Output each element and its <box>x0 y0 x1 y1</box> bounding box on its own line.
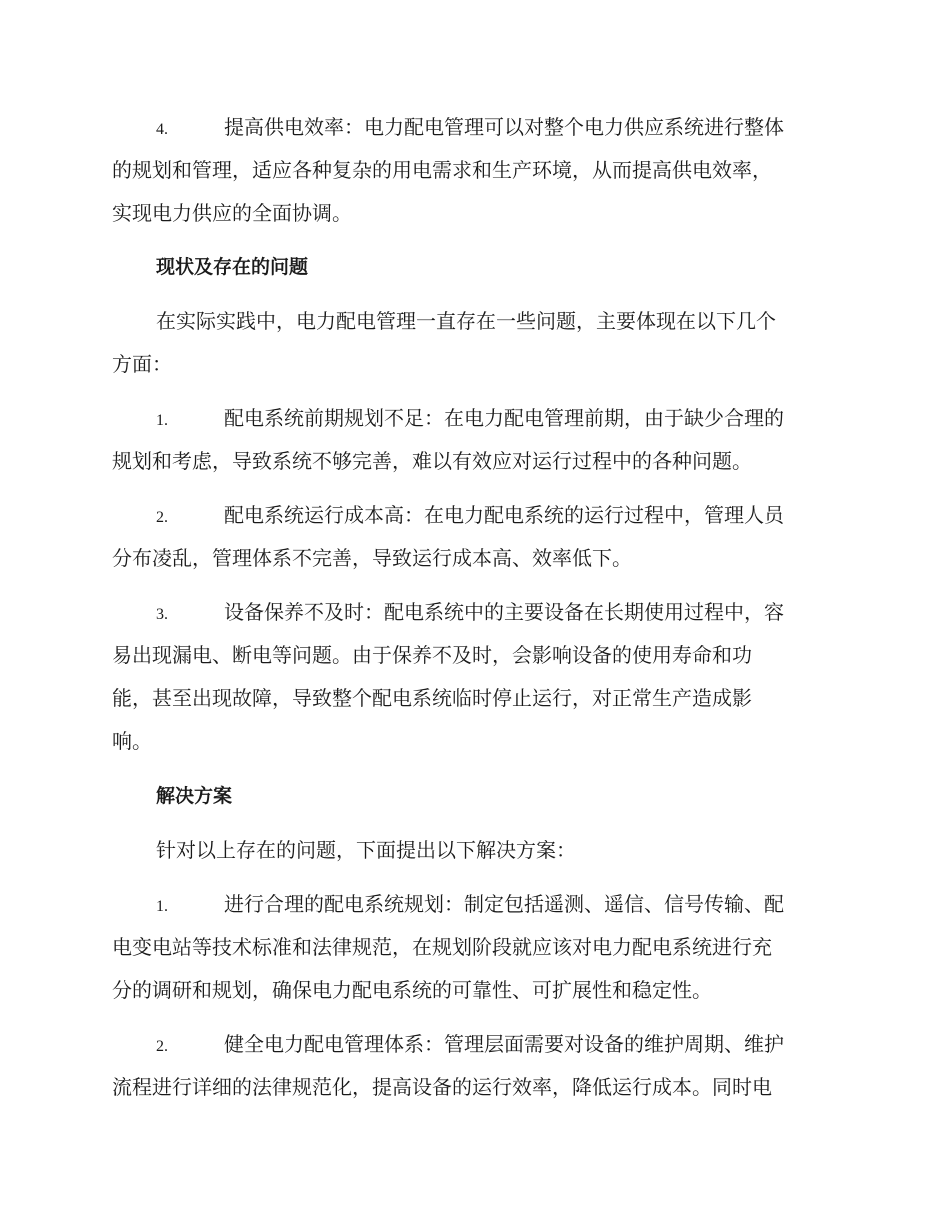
solution-intro-paragraph <box>112 829 834 872</box>
list-text-line: 响。 <box>112 729 152 753</box>
paragraph-line: 在实际实践中，电力配电管理一直存在一些问题，主要体现在以下几个 <box>156 309 776 333</box>
list-number: 4. <box>156 121 168 138</box>
section-heading-status <box>112 246 834 289</box>
list-item-first-line <box>112 494 834 537</box>
paragraph-line: 针对以上存在的问题，下面提出以下解决方案： <box>156 838 576 862</box>
status-list-item-1 <box>112 397 834 483</box>
list-text: 设备保养不及时：配电系统中的主要设备在长期使用过程中，容 <box>224 600 784 624</box>
list-text-line: 实现电力供应的全面协调。 <box>112 201 352 225</box>
list-text-line: 分的调研和规划，确保电力配电系统的可靠性、可扩展性和稳定性。 <box>112 978 712 1002</box>
list-number: 1. <box>156 412 168 429</box>
list-text: 配电系统运行成本高：在电力配电系统的运行过程中，管理人员 <box>224 503 784 527</box>
solution-list-item-1 <box>112 883 834 1012</box>
section-heading: 现状及存在的问题 <box>156 256 309 278</box>
list-item-first-line <box>112 106 834 149</box>
list-text-line: 电变电站等技术标准和法律规范，在规划阶段就应该对电力配电系统进行充 <box>112 935 772 959</box>
list-text-line: 规划和考虑，导致系统不够完善，难以有效应对运行过程中的各种问题。 <box>112 449 752 473</box>
list-text: 进行合理的配电系统规划：制定包括遥测、遥信、信号传输、配 <box>224 892 784 916</box>
list-item-first-line <box>112 591 834 634</box>
list-item-first-line <box>112 397 834 440</box>
list-item-first-line <box>112 1023 834 1066</box>
list-text: 配电系统前期规划不足：在电力配电管理前期，由于缺少合理的 <box>224 406 784 430</box>
status-intro-paragraph <box>112 300 834 386</box>
list-text-line: 分布凌乱，管理体系不完善，导致运行成本高、效率低下。 <box>112 546 632 570</box>
paragraph-line: 方面： <box>112 352 172 376</box>
section-heading: 解决方案 <box>156 785 233 807</box>
section-heading-solution <box>112 775 834 818</box>
list-text-line: 能，甚至出现故障，导致整个配电系统临时停止运行，对正常生产造成影 <box>112 686 752 710</box>
list-text: 健全电力配电管理体系：管理层面需要对设备的维护周期、维护 <box>224 1032 784 1056</box>
list-number: 2. <box>156 509 168 526</box>
list-number: 2. <box>156 1038 168 1055</box>
status-list-item-3 <box>112 591 834 763</box>
solution-list-item-2 <box>112 1023 834 1109</box>
list-text-line: 易出现漏电、断电等问题。由于保养不及时，会影响设备的使用寿命和功 <box>112 643 752 667</box>
list-item-4 <box>112 106 834 235</box>
status-list-item-2 <box>112 494 834 580</box>
list-text-line: 流程进行详细的法律规范化，提高设备的运行效率，降低运行成本。同时电 <box>112 1075 772 1099</box>
list-item-first-line <box>112 883 834 926</box>
list-text-line: 的规划和管理，适应各种复杂的用电需求和生产环境，从而提高供电效率， <box>112 158 772 182</box>
list-number: 3. <box>156 606 168 623</box>
list-number: 1. <box>156 898 168 915</box>
list-text: 提高供电效率：电力配电管理可以对整个电力供应系统进行整体 <box>224 115 784 139</box>
